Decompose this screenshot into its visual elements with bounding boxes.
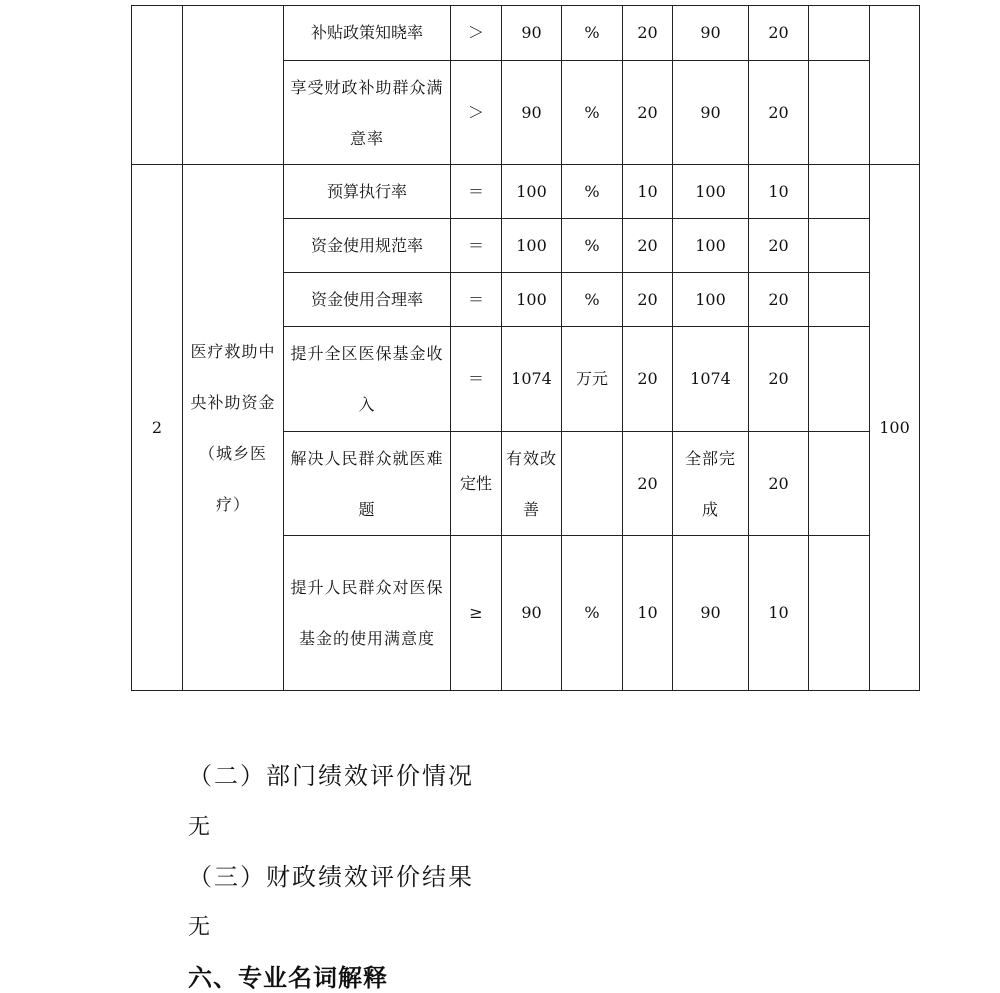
remark-cell (809, 536, 870, 691)
score-cell: 20 (749, 273, 809, 327)
fin-eval-body: 无 (188, 915, 211, 940)
indicator-cell: 资金使用合理率 (284, 273, 451, 327)
weight-cell: 20 (623, 6, 673, 61)
weight-cell: 10 (623, 536, 673, 691)
weight-cell: 20 (623, 432, 673, 536)
project-cell: 医疗救助中央补助资金（城乡医疗） (183, 165, 284, 691)
unit-cell: % (562, 536, 623, 691)
unit-cell: % (562, 273, 623, 327)
target-cell: 90 (502, 536, 562, 691)
target-cell: 100 (502, 219, 562, 273)
actual-cell: 90 (673, 536, 749, 691)
score-cell: 20 (749, 6, 809, 61)
weight-cell: 20 (623, 273, 673, 327)
actual-cell: 90 (673, 61, 749, 165)
performance-table (131, 5, 920, 691)
unit-cell: % (562, 219, 623, 273)
indicator-cell: 享受财政补助群众满意率 (284, 61, 451, 165)
actual-cell: 全部完成 (673, 432, 749, 536)
operator-cell: ＝ (451, 327, 502, 432)
indicator-cell: 资金使用规范率 (284, 219, 451, 273)
operator-cell: ＝ (451, 219, 502, 273)
unit-cell: % (562, 6, 623, 61)
actual-cell: 1074 (673, 327, 749, 432)
target-cell: 有效改善 (502, 432, 562, 536)
score-cell: 20 (749, 61, 809, 165)
score-cell: 10 (749, 536, 809, 691)
target-cell: 90 (502, 61, 562, 165)
weight-cell: 20 (623, 219, 673, 273)
actual-cell: 90 (673, 6, 749, 61)
remark-cell (809, 61, 870, 165)
remark-cell (809, 432, 870, 536)
seq-cell (132, 6, 183, 165)
indicator-cell: 提升人民群众对医保基金的使用满意度 (284, 536, 451, 691)
fin-eval-heading: （三）财政绩效评价结果 (188, 863, 474, 891)
unit-cell: 万元 (562, 327, 623, 432)
indicator-cell: 提升全区医保基金收入 (284, 327, 451, 432)
score-cell: 20 (749, 432, 809, 536)
dept-eval-heading: （二）部门绩效评价情况 (188, 762, 474, 790)
total-cell (870, 6, 920, 165)
remark-cell (809, 165, 870, 219)
operator-cell: ＞ (451, 6, 502, 61)
target-cell: 100 (502, 273, 562, 327)
project-cell (183, 6, 284, 165)
dept-eval-body: 无 (188, 815, 211, 840)
target-cell: 90 (502, 6, 562, 61)
total-cell: 100 (870, 165, 920, 691)
indicator-cell: 解决人民群众就医难题 (284, 432, 451, 536)
target-cell: 1074 (502, 327, 562, 432)
weight-cell: 10 (623, 165, 673, 219)
operator-cell: ＝ (451, 165, 502, 219)
actual-cell: 100 (673, 219, 749, 273)
actual-cell: 100 (673, 165, 749, 219)
actual-cell: 100 (673, 273, 749, 327)
unit-cell (562, 432, 623, 536)
remark-cell (809, 273, 870, 327)
operator-cell: 定性 (451, 432, 502, 536)
table-row (132, 6, 920, 61)
indicator-cell: 补贴政策知晓率 (284, 6, 451, 61)
score-cell: 20 (749, 219, 809, 273)
operator-cell: ≥ (451, 536, 502, 691)
operator-cell: ＞ (451, 61, 502, 165)
remark-cell (809, 6, 870, 61)
indicator-cell: 预算执行率 (284, 165, 451, 219)
remark-cell (809, 219, 870, 273)
seq-cell: 2 (132, 165, 183, 691)
score-cell: 10 (749, 165, 809, 219)
operator-cell: ＝ (451, 273, 502, 327)
score-cell: 20 (749, 327, 809, 432)
weight-cell: 20 (623, 327, 673, 432)
target-cell: 100 (502, 165, 562, 219)
table-row (132, 165, 920, 219)
unit-cell: % (562, 61, 623, 165)
unit-cell: % (562, 165, 623, 219)
remark-cell (809, 327, 870, 432)
weight-cell: 20 (623, 61, 673, 165)
glossary-heading: 六、专业名词解释 (188, 963, 388, 992)
